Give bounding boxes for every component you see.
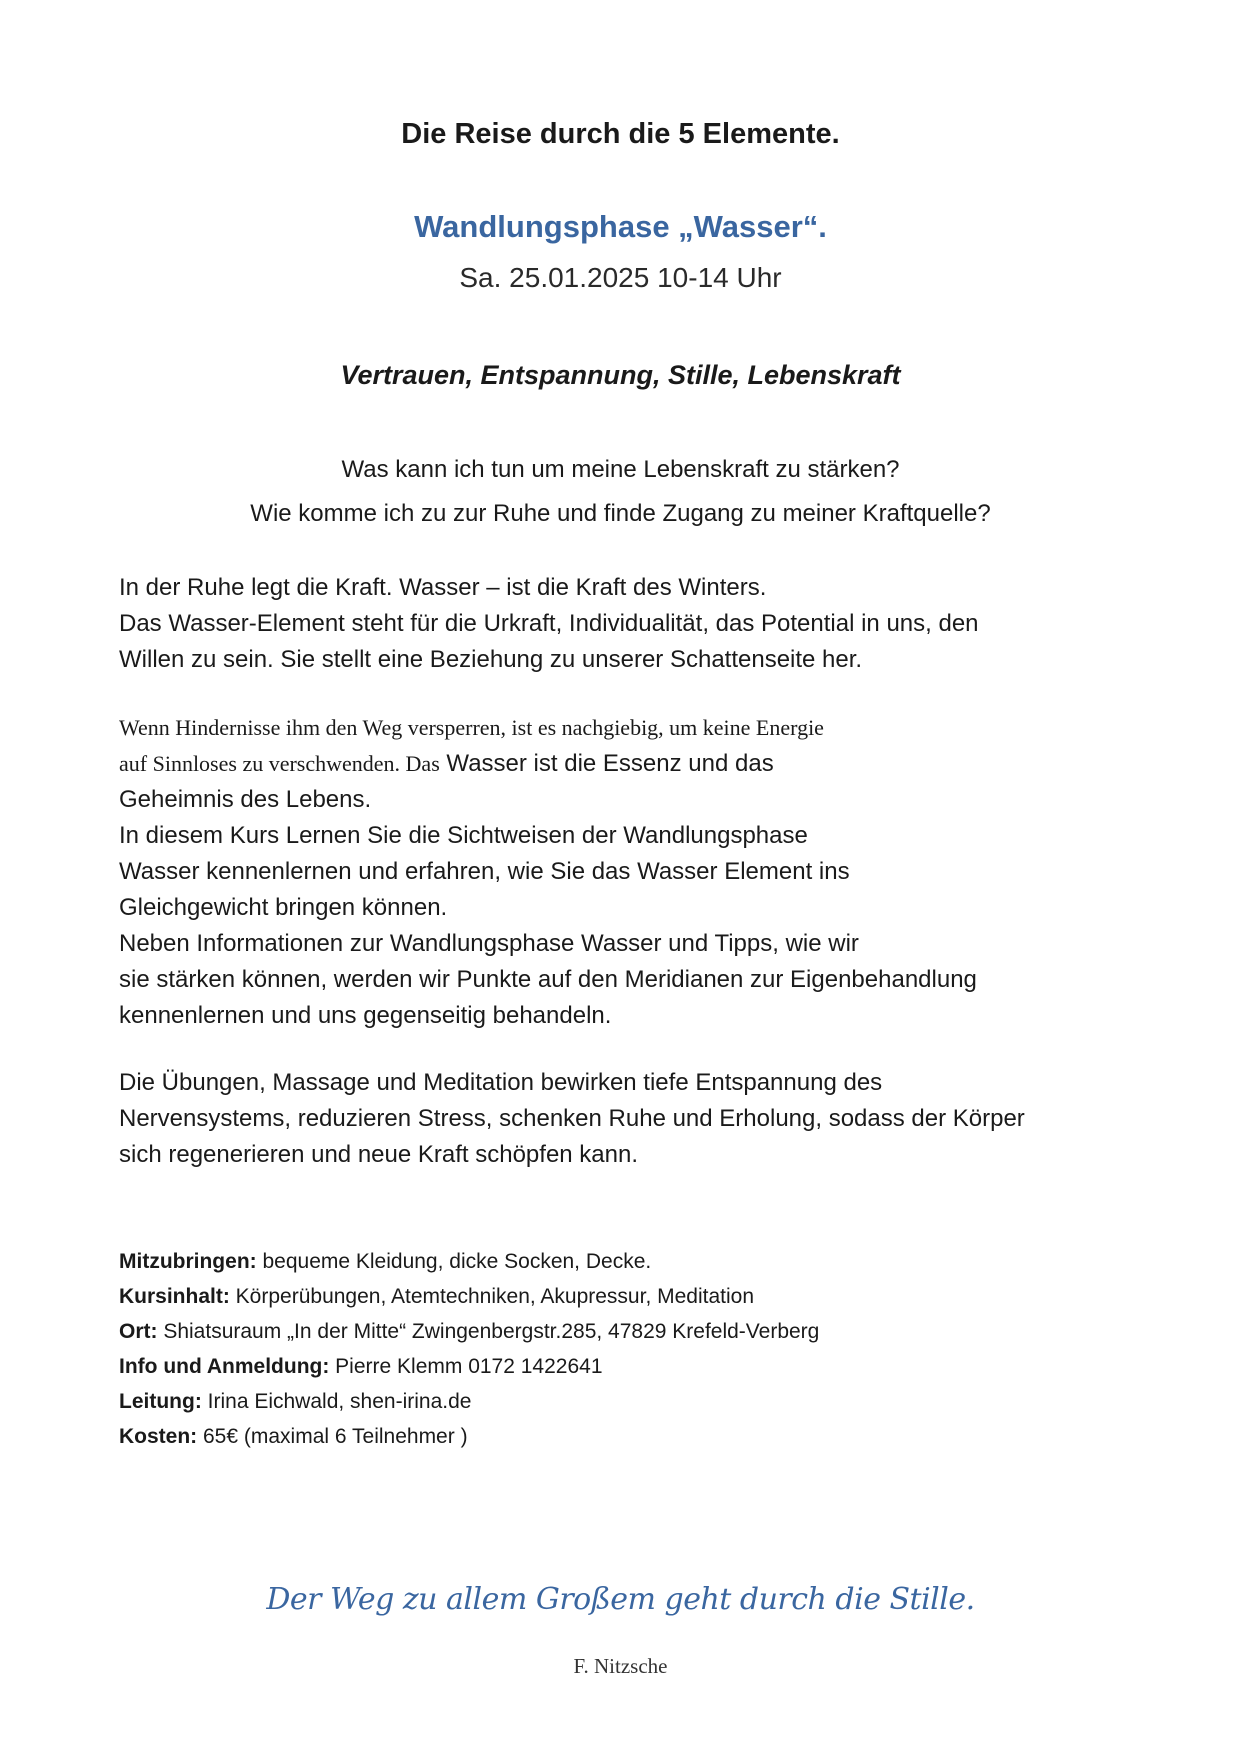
detail-value: Shiatsuraum „In der Mitte“ Zwingenbergstr.285, 47829 Krefeld-Verberg	[157, 1320, 820, 1343]
paragraph-line: Willen zu sein. Sie stellt eine Beziehung zu unserer Schattenseite her.	[119, 646, 863, 673]
detail-label: Ort:	[119, 1320, 158, 1343]
paragraph-line: sie stärken können, werden wir Punkte auf den Meridianen zur Eigenbehandlung	[119, 966, 977, 993]
paragraph-line: sich regenerieren und neue Kraft schöpfen kann.	[119, 1141, 639, 1168]
paragraph-line: Geheimnis des Lebens.	[119, 786, 372, 813]
paragraph-line: In der Ruhe legt die Kraft. Wasser – ist die Kraft des Winters.	[119, 574, 767, 601]
detail-value: 65€ (maximal 6 Teilnehmer )	[197, 1425, 468, 1448]
page-title: Die Reise durch die 5 Elemente.	[401, 118, 840, 150]
course-paragraph	[119, 710, 1139, 1034]
detail-value: Pierre Klemm 0172 1422641	[329, 1355, 603, 1378]
quote-author: F. Nitzsche	[573, 1654, 668, 1678]
benefits-paragraph	[119, 1065, 1139, 1173]
paragraph-line: Das Wasser-Element steht für die Urkraft, Individualität, das Potential in uns, den	[119, 610, 979, 637]
detail-label: Leitung:	[119, 1390, 202, 1413]
detail-row-registration	[119, 1349, 819, 1384]
question-2: Wie komme ich zu zur Ruhe und finde Zugang zu meiner Kraftquelle?	[250, 500, 991, 527]
event-date: Sa. 25.01.2025 10-14 Uhr	[459, 262, 782, 293]
page-subtitle: Wandlungsphase „Wasser“.	[414, 209, 827, 244]
paragraph-line: Die Übungen, Massage und Meditation bewirken tiefe Entspannung des	[119, 1069, 883, 1096]
paragraph-line: Gleichgewicht bringen können.	[119, 894, 448, 921]
paragraph-line: kennenlernen und uns gegenseitig behandeln.	[119, 1002, 612, 1029]
paragraph-line: Neben Informationen zur Wandlungsphase Wasser und Tipps, wie wir	[119, 930, 859, 957]
question-1: Was kann ich tun um meine Lebenskraft zu stärken?	[341, 456, 900, 483]
paragraph-line: Wasser kennenlernen und erfahren, wie Sie das Wasser Element ins	[119, 858, 850, 885]
quote-line: Wenn Hindernisse ihm den Weg versperren, ist es nachgiebig, um keine Energie	[119, 715, 824, 740]
detail-row-lead	[119, 1384, 819, 1419]
detail-row-location	[119, 1314, 819, 1349]
detail-label: Kursinhalt:	[119, 1285, 230, 1308]
paragraph-line-part: Wasser ist die Essenz und das	[439, 750, 774, 777]
detail-value: bequeme Kleidung, dicke Socken, Decke.	[256, 1250, 652, 1273]
paragraph-line: In diesem Kurs Lernen Sie die Sichtweisen der Wandlungsphase	[119, 822, 808, 849]
detail-value: Irina Eichwald, shen-irina.de	[201, 1390, 472, 1413]
detail-label: Info und Anmeldung:	[119, 1355, 330, 1378]
closing-quote: Der Weg zu allem Großem geht durch die Stille.	[266, 1582, 975, 1617]
paragraph-line: Nervensystems, reduzieren Stress, schenken Ruhe und Erholung, sodass der Körper	[119, 1105, 1025, 1132]
quote-line-part: auf Sinnloses zu verschwenden. Das	[119, 751, 440, 776]
intro-paragraph	[119, 570, 1139, 678]
detail-label: Mitzubringen:	[119, 1250, 257, 1273]
detail-label: Kosten:	[119, 1425, 198, 1448]
detail-row-content	[119, 1279, 819, 1314]
course-details	[119, 1244, 819, 1454]
paragraph-line-mixed	[119, 746, 1139, 782]
detail-row-cost	[119, 1419, 819, 1454]
keywords-heading: Vertrauen, Entspannung, Stille, Lebenskraft	[340, 360, 901, 390]
detail-row-bring	[119, 1244, 819, 1279]
detail-value: Körperübungen, Atemtechniken, Akupressur, Meditation	[229, 1285, 755, 1308]
